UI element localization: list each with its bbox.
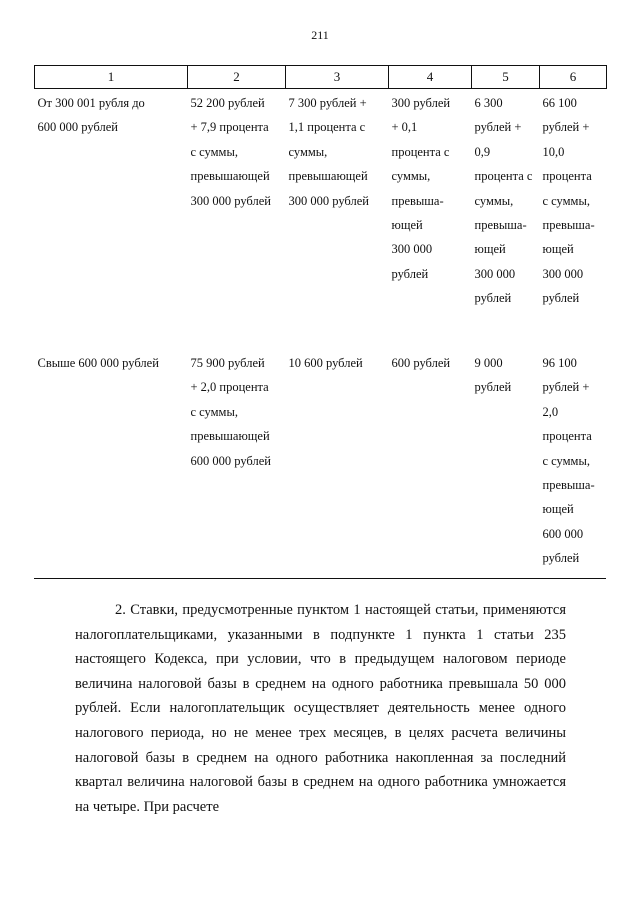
cell-line: 66 100: [542, 96, 577, 110]
cell-line: процента с: [391, 144, 450, 159]
table-cell: [35, 351, 188, 577]
cell-line: + 2,0 процента: [190, 380, 269, 395]
cell-line: превыша-: [542, 218, 595, 233]
cell-line: рублей +: [542, 380, 590, 395]
cell-line: превыша-: [474, 218, 527, 233]
cell-line: Свыше 600 000 рублей: [37, 356, 159, 370]
table-header-row: [35, 66, 607, 89]
cell-line: суммы,: [391, 169, 431, 184]
table-cell: [188, 89, 286, 352]
table-row: [35, 89, 607, 352]
table-cell: [188, 351, 286, 577]
cell-line: превышающей: [190, 429, 270, 444]
cell-line: 1,1 процента с: [288, 120, 366, 135]
cell-line: 6 300: [474, 96, 503, 110]
table-bottom-rule: [34, 578, 606, 579]
cell-line: 75 900 рублей: [190, 356, 265, 370]
cell-line: превыша-: [391, 193, 444, 208]
cell-line: 0,9: [474, 144, 491, 159]
cell-line: ющей: [542, 242, 574, 257]
cell-line: 10 600 рублей: [288, 356, 363, 370]
column-header-1: 1: [35, 66, 188, 89]
cell-line: 7 300 рублей +: [288, 96, 367, 110]
cell-line: 600 000 рублей: [190, 453, 271, 468]
cell-line: ющей: [542, 502, 574, 517]
cell-line: 300 000 рублей: [190, 193, 271, 208]
cell-line: 300 000: [391, 242, 433, 257]
table-cell: [540, 351, 607, 577]
cell-line: рублей +: [474, 120, 522, 135]
cell-line: 2,0: [542, 404, 559, 419]
table-cell: [286, 89, 389, 352]
cell-line: процента: [542, 169, 592, 184]
cell-line: 300 000: [474, 266, 516, 281]
column-header-2: 2: [188, 66, 286, 89]
cell-line: 600 000: [542, 526, 584, 541]
cell-line: превыша-: [542, 478, 595, 493]
column-header-3: 3: [286, 66, 389, 89]
cell-line: рублей: [542, 291, 580, 306]
cell-line: 96 100: [542, 356, 577, 370]
cell-line: 300 000: [542, 266, 584, 281]
cell-line: с суммы,: [542, 453, 590, 468]
cell-line: 52 200 рублей: [190, 96, 265, 110]
cell-line: процента с: [474, 169, 533, 184]
cell-line: 600 рублей: [391, 356, 451, 370]
cell-line: процента: [542, 429, 592, 444]
tax-rate-table: [34, 65, 607, 577]
cell-line: 9 000: [474, 356, 503, 370]
table-row: [35, 351, 607, 577]
table-cell: [389, 351, 472, 577]
cell-line: рублей: [474, 380, 512, 395]
table-cell: [472, 89, 540, 352]
cell-line: + 0,1: [391, 120, 418, 135]
cell-line: 300 рублей: [391, 96, 451, 110]
cell-line: ющей: [474, 242, 506, 257]
page-number: 211: [311, 28, 329, 42]
cell-line: 300 000 рублей: [288, 193, 369, 208]
cell-line: + 7,9 процента: [190, 120, 269, 135]
cell-line: От 300 001 рубля до: [37, 96, 145, 110]
table-cell: [286, 351, 389, 577]
cell-line: ющей: [391, 218, 423, 233]
cell-line: суммы,: [474, 193, 514, 208]
cell-line: превышающей: [190, 169, 270, 184]
table-cell: [472, 351, 540, 577]
cell-line: рублей: [542, 551, 580, 566]
cell-line: рублей +: [542, 120, 590, 135]
cell-line: 10,0: [542, 144, 565, 159]
table-cell: [35, 89, 188, 352]
column-header-5: 5: [472, 66, 540, 89]
column-header-4: 4: [389, 66, 472, 89]
table-cell: [540, 89, 607, 352]
paragraph-2: 2. Ставки, предусмотренные пунктом 1 настоящей статьи, применяются налогоплательщиками, указанными в подпункте 1 пункта 1 статьи 235 настоящего Кодекса, при условии, что в предыдущем налоговом периоде величина налоговой базы в среднем на одного работника превышала 50 000 рублей. Если налогоплательщик осуществляет деятельность менее одного налогового периода, но не менее трех месяцев, в целях расчета величины налоговой базы в среднем на одного работника накопленная за последний квартал величина налоговой базы в среднем на одного работника умножается на четыре. При расчете: [75, 602, 566, 815]
cell-line: с суммы,: [190, 404, 238, 419]
cell-line: превышающей: [288, 169, 368, 184]
cell-line: с суммы,: [542, 193, 590, 208]
cell-line: рублей: [391, 266, 429, 281]
cell-line: рублей: [474, 291, 512, 306]
cell-line: 600 000 рублей: [37, 120, 118, 135]
cell-line: суммы,: [288, 144, 328, 159]
cell-line: с суммы,: [190, 144, 238, 159]
column-header-6: 6: [540, 66, 607, 89]
table-cell: [389, 89, 472, 352]
